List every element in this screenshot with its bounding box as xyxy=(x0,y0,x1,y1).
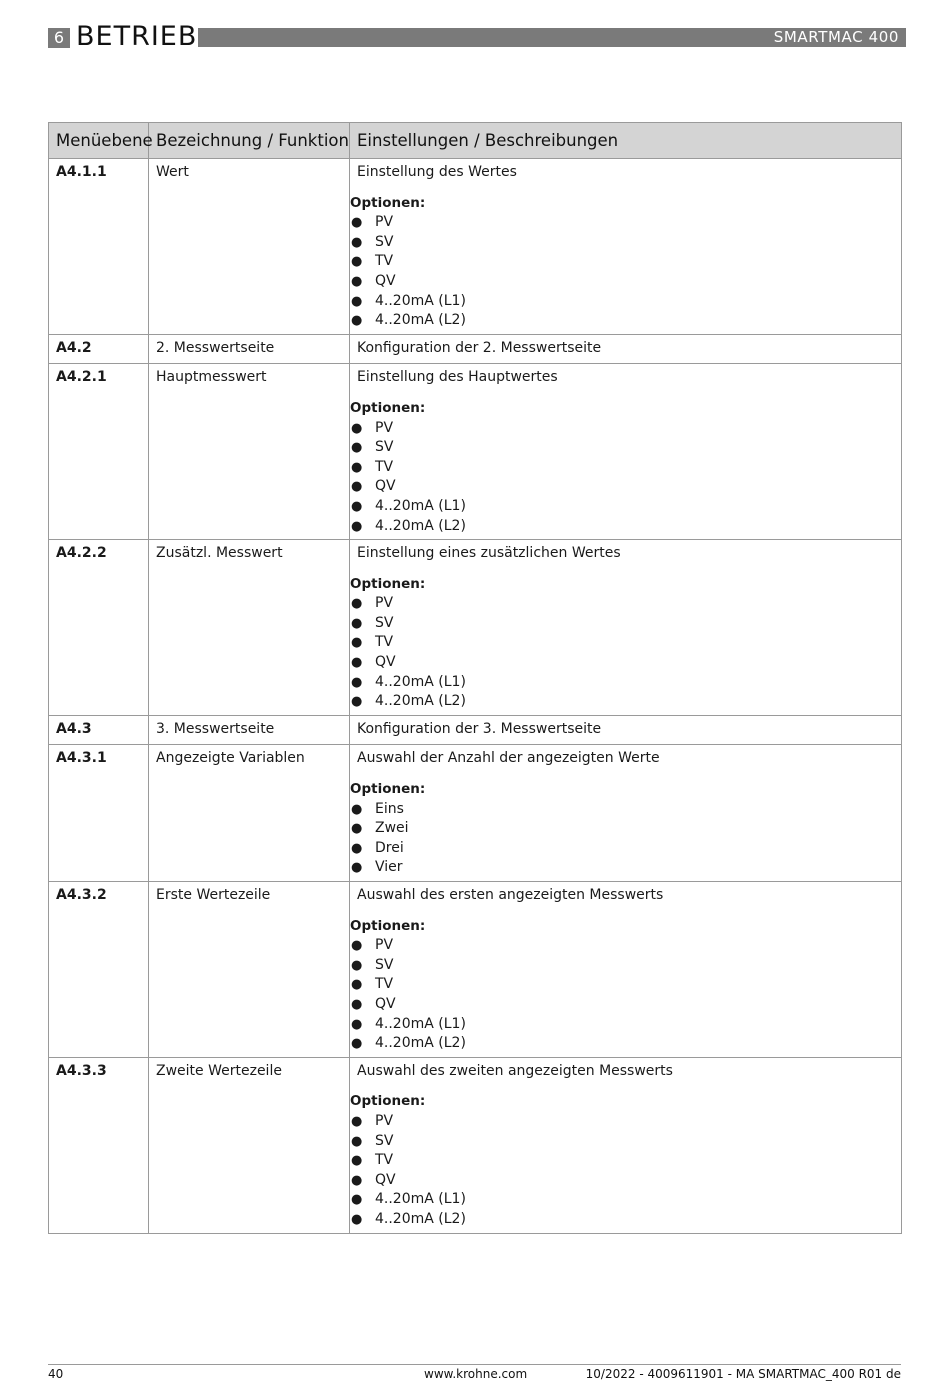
option-label: SV xyxy=(375,439,394,456)
table-row xyxy=(49,745,902,882)
bullet-icon: ● xyxy=(351,1113,363,1129)
bullet-icon: ● xyxy=(351,1036,363,1052)
option-item xyxy=(350,233,901,253)
description-cell xyxy=(350,364,902,540)
function-name-cell: 3. Messwertseite xyxy=(149,715,350,745)
bullet-icon: ● xyxy=(351,479,363,495)
description-text: Konfiguration der 3. Messwertseite xyxy=(357,720,602,737)
description-cell xyxy=(350,1057,902,1233)
option-label: 4..20mA (L1) xyxy=(375,292,466,309)
bullet-icon: ● xyxy=(351,234,363,250)
table-row xyxy=(49,1057,902,1233)
menu-level-cell: A4.3.3 xyxy=(49,1057,149,1233)
option-item xyxy=(350,633,901,653)
description-text: Einstellung des Hauptwertes xyxy=(357,369,558,386)
bullet-icon: ● xyxy=(351,801,363,817)
option-label: 4..20mA (L2) xyxy=(375,312,466,329)
chapter-number: 6 xyxy=(48,28,70,48)
option-item xyxy=(350,858,901,878)
option-label: 4..20mA (L2) xyxy=(375,1210,466,1227)
menu-level-cell: A4.1.1 xyxy=(49,159,149,335)
bullet-icon: ● xyxy=(351,254,363,270)
options-list xyxy=(350,419,901,537)
description-cell xyxy=(350,334,902,364)
options-label: Optionen: xyxy=(350,781,426,798)
bullet-icon: ● xyxy=(351,821,363,837)
option-item xyxy=(350,458,901,478)
option-item xyxy=(350,438,901,458)
option-item xyxy=(350,800,901,820)
option-label: 4..20mA (L1) xyxy=(375,1015,466,1032)
menu-table xyxy=(48,122,902,1234)
bullet-icon: ● xyxy=(351,313,363,329)
description-text: Auswahl des ersten angezeigten Messwerts xyxy=(357,887,664,903)
table-row xyxy=(49,334,902,364)
option-label: PV xyxy=(375,419,394,436)
option-label: QV xyxy=(375,654,396,671)
bullet-icon: ● xyxy=(351,273,363,289)
menu-level-cell: A4.3.2 xyxy=(49,882,149,1058)
bullet-icon: ● xyxy=(351,459,363,475)
option-item xyxy=(350,1034,901,1054)
column-header-settings: Einstellungen / Beschreibungen xyxy=(350,123,902,159)
option-item xyxy=(350,692,901,712)
bullet-icon: ● xyxy=(351,635,363,651)
option-item xyxy=(350,839,901,859)
bullet-icon: ● xyxy=(351,596,363,612)
option-label: 4..20mA (L1) xyxy=(375,497,466,514)
option-label: 4..20mA (L2) xyxy=(375,1035,466,1052)
bullet-icon: ● xyxy=(351,518,363,534)
option-item xyxy=(350,673,901,693)
description-cell xyxy=(350,715,902,745)
bullet-icon: ● xyxy=(351,674,363,690)
column-header-menu-level: Menüebene xyxy=(49,123,149,159)
product-name: SMARTMAC 400 xyxy=(773,28,899,46)
option-item xyxy=(350,1151,901,1171)
bullet-icon: ● xyxy=(351,957,363,973)
description-text: Auswahl der Anzahl der angezeigten Werte xyxy=(357,750,660,767)
table-row xyxy=(49,715,902,745)
option-item xyxy=(350,292,901,312)
option-label: QV xyxy=(375,272,396,289)
bullet-icon: ● xyxy=(351,996,363,1012)
bullet-icon: ● xyxy=(351,938,363,954)
function-name-cell: Wert xyxy=(149,159,350,335)
bullet-icon: ● xyxy=(351,420,363,436)
options-label: Optionen: xyxy=(350,399,426,416)
option-label: 4..20mA (L1) xyxy=(375,1191,466,1208)
function-name-cell: Zusätzl. Messwert xyxy=(149,540,350,716)
option-label: PV xyxy=(375,937,394,954)
option-item xyxy=(350,419,901,439)
description-text: Einstellung des Wertes xyxy=(357,164,517,180)
options-label: Optionen: xyxy=(350,575,426,592)
option-label: SV xyxy=(375,233,394,250)
option-label: PV xyxy=(375,1112,394,1129)
function-name-cell: Hauptmesswert xyxy=(149,364,350,540)
option-item xyxy=(350,477,901,497)
bullet-icon: ● xyxy=(351,840,363,856)
bullet-icon: ● xyxy=(351,1153,363,1169)
bullet-icon: ● xyxy=(351,1192,363,1208)
menu-level-cell: A4.2 xyxy=(49,334,149,364)
footer-divider xyxy=(48,1364,901,1365)
options-list xyxy=(350,1112,901,1230)
bullet-icon: ● xyxy=(351,694,363,710)
option-item xyxy=(350,653,901,673)
description-cell xyxy=(350,540,902,716)
bullet-icon: ● xyxy=(351,498,363,514)
table-row xyxy=(49,364,902,540)
bullet-icon: ● xyxy=(351,1211,363,1227)
option-label: QV xyxy=(375,995,396,1012)
function-name-cell: Angezeigte Variablen xyxy=(149,745,350,882)
option-label: 4..20mA (L1) xyxy=(375,673,466,690)
bullet-icon: ● xyxy=(351,215,363,231)
option-label: SV xyxy=(375,956,394,973)
table-header-row xyxy=(49,123,902,159)
option-label: PV xyxy=(375,595,394,612)
option-label: QV xyxy=(375,478,396,495)
menu-level-cell: A4.3 xyxy=(49,715,149,745)
option-label: TV xyxy=(375,253,394,270)
option-label: TV xyxy=(375,1152,394,1169)
bullet-icon: ● xyxy=(351,1133,363,1149)
options-list xyxy=(350,594,901,712)
option-item xyxy=(350,936,901,956)
option-item xyxy=(350,1132,901,1152)
option-label: Zwei xyxy=(375,820,409,837)
option-label: TV xyxy=(375,458,394,475)
option-label: PV xyxy=(375,214,394,231)
option-label: 4..20mA (L2) xyxy=(375,693,466,710)
option-label: Vier xyxy=(375,859,403,876)
option-item xyxy=(350,975,901,995)
description-cell xyxy=(350,745,902,882)
options-label: Optionen: xyxy=(350,917,426,934)
column-header-function: Bezeichnung / Funktion xyxy=(149,123,350,159)
description-cell xyxy=(350,882,902,1058)
footer-doc-id: 10/2022 - 4009611901 - MA SMARTMAC_400 R01 de xyxy=(585,1367,901,1381)
page-number: 40 xyxy=(48,1367,64,1381)
option-item xyxy=(350,1210,901,1230)
option-item xyxy=(350,956,901,976)
function-name-cell: Zweite Wertezeile xyxy=(149,1057,350,1233)
option-label: SV xyxy=(375,1132,394,1149)
bullet-icon: ● xyxy=(351,977,363,993)
option-item xyxy=(350,1190,901,1210)
table-body xyxy=(49,159,902,1234)
description-text: Konfiguration der 2. Messwertseite xyxy=(357,339,602,356)
option-label: TV xyxy=(375,634,394,651)
menu-level-cell: A4.2.2 xyxy=(49,540,149,716)
menu-level-cell: A4.2.1 xyxy=(49,364,149,540)
option-label: TV xyxy=(375,976,394,993)
option-label: Drei xyxy=(375,839,404,856)
option-item xyxy=(350,311,901,331)
table-row xyxy=(49,159,902,335)
function-name-cell: 2. Messwertseite xyxy=(149,334,350,364)
footer-url: www.krohne.com xyxy=(424,1367,528,1381)
option-item xyxy=(350,517,901,537)
option-item xyxy=(350,614,901,634)
options-label: Optionen: xyxy=(350,194,426,211)
description-text: Auswahl des zweiten angezeigten Messwerts xyxy=(357,1062,673,1079)
options-label: Optionen: xyxy=(350,1093,426,1110)
header-bar xyxy=(198,28,906,47)
chapter-title: BETRIEB xyxy=(76,21,198,52)
option-item xyxy=(350,497,901,517)
option-item xyxy=(350,594,901,614)
option-item xyxy=(350,995,901,1015)
option-label: SV xyxy=(375,614,394,631)
option-item xyxy=(350,819,901,839)
table-row xyxy=(49,882,902,1058)
option-item xyxy=(350,213,901,233)
options-list xyxy=(350,800,901,878)
option-item xyxy=(350,252,901,272)
bullet-icon: ● xyxy=(351,293,363,309)
option-item xyxy=(350,1112,901,1132)
function-name-cell: Erste Wertezeile xyxy=(149,882,350,1058)
bullet-icon: ● xyxy=(351,860,363,876)
bullet-icon: ● xyxy=(351,655,363,671)
description-text: Einstellung eines zusätzlichen Wertes xyxy=(357,545,621,562)
bullet-icon: ● xyxy=(351,1172,363,1188)
bullet-icon: ● xyxy=(351,615,363,631)
option-item xyxy=(350,1171,901,1191)
bullet-icon: ● xyxy=(351,1016,363,1032)
options-list xyxy=(350,936,901,1054)
description-cell xyxy=(350,159,902,335)
option-label: 4..20mA (L2) xyxy=(375,517,466,534)
table-row xyxy=(49,540,902,716)
option-label: Eins xyxy=(375,800,404,817)
option-item xyxy=(350,1015,901,1035)
menu-level-cell: A4.3.1 xyxy=(49,745,149,882)
bullet-icon: ● xyxy=(351,440,363,456)
option-item xyxy=(350,272,901,292)
options-list xyxy=(350,213,901,331)
option-label: QV xyxy=(375,1171,396,1188)
